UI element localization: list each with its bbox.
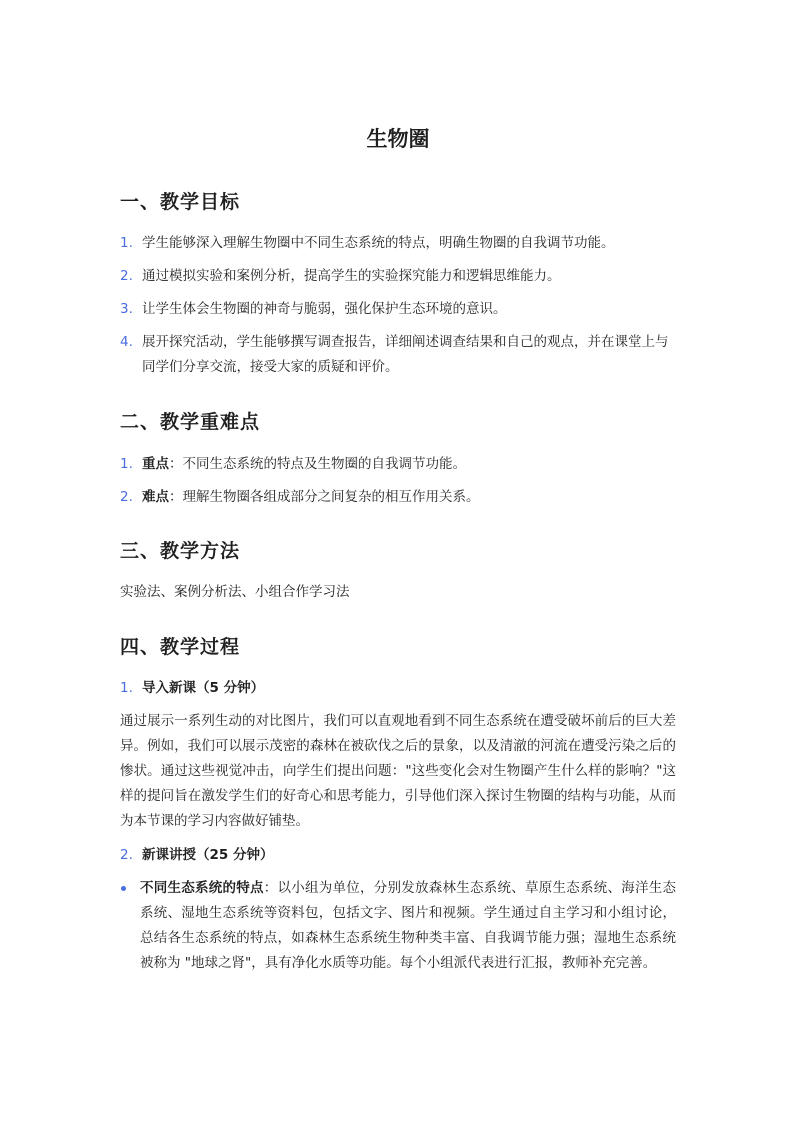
list-item [120,231,676,256]
list-number: 1. [120,456,133,472]
list-number: 1. [120,680,133,696]
step-title: 新课讲授（25 分钟） [142,847,274,863]
list-item-text: 让学生体会生物圈的神奇与脆弱，强化保护生态环境的意识。 [142,301,507,317]
key-points-list [120,452,676,510]
bullet-item [120,876,676,976]
section-heading-methods: 三、教学方法 [120,540,241,562]
list-number: 2. [120,847,133,863]
list-item [120,843,676,868]
list-item [120,297,676,322]
list-item-label: 重点 [142,456,169,472]
bullet-text: ：以小组为单位，分别发放森林生态系统、草原生态系统、海洋生态系统、湿地生态系统等资料包，包括文字、图片和视频。学生通过自主学习和小组讨论，总结各生态系统的特点，如森林生态系统生物种类丰富、自我调节能力强；湿地生态系统被称为 "地球之肾"，具有净化水质等功能。每个小组派代表进行汇报，教师补充完善。 [140,880,676,971]
process-step-1 [120,676,676,701]
list-item [120,452,676,477]
list-item-label: 难点 [142,489,169,505]
bullet-label: 不同生态系统的特点 [140,880,264,896]
list-item-text: ：理解生物圈各组成部分之间复杂的相互作用关系。 [169,489,480,505]
section-heading-process: 四、教学过程 [120,636,241,658]
methods-text: 实验法、案例分析法、小组合作学习法 [120,584,350,600]
list-number: 2. [120,489,133,505]
bullet-dot-icon [121,886,126,891]
list-number: 3. [120,301,133,317]
list-item-text: ：不同生态系统的特点及生物圈的自我调节功能。 [169,456,466,472]
list-item-text: 展开探究活动，学生能够撰写调查报告，详细阐述调查结果和自己的观点，并在课堂上与同学们分享交流，接受大家的质疑和评价。 [142,334,669,375]
list-item [120,330,676,380]
process-step-2 [120,843,676,868]
list-number: 1. [120,235,133,251]
step-2-bullets [120,876,676,976]
section-heading-key-points: 二、教学重难点 [120,411,261,433]
list-item-text: 学生能够深入理解生物圈中不同生态系统的特点，明确生物圈的自我调节功能。 [142,235,615,251]
document-title: 生物圈 [366,127,430,151]
section-heading-goals: 一、教学目标 [120,191,241,213]
step-1-paragraph: 通过展示一系列生动的对比图片，我们可以直观地看到不同生态系统在遭受破坏前后的巨大差异。例如，我们可以展示茂密的森林在被砍伐之后的景象，以及清澈的河流在遭受污染之后的惨状。通过这些视觉冲击，向学生们提出问题："这些变化会对生物圈产生什么样的影响？"这样的提问旨在激发学生们的好奇心和思考能力，引导他们深入探讨生物圈的结构与功能，从而为本节课的学习内容做好铺垫。 [120,713,676,829]
list-item [120,485,676,510]
step-title: 导入新课（5 分钟） [142,680,265,696]
goals-list [120,231,676,380]
list-number: 2. [120,268,133,284]
list-number: 4. [120,334,133,350]
list-item [120,264,676,289]
list-item-text: 通过模拟实验和案例分析，提高学生的实验探究能力和逻辑思维能力。 [142,268,561,284]
list-item [120,676,676,701]
